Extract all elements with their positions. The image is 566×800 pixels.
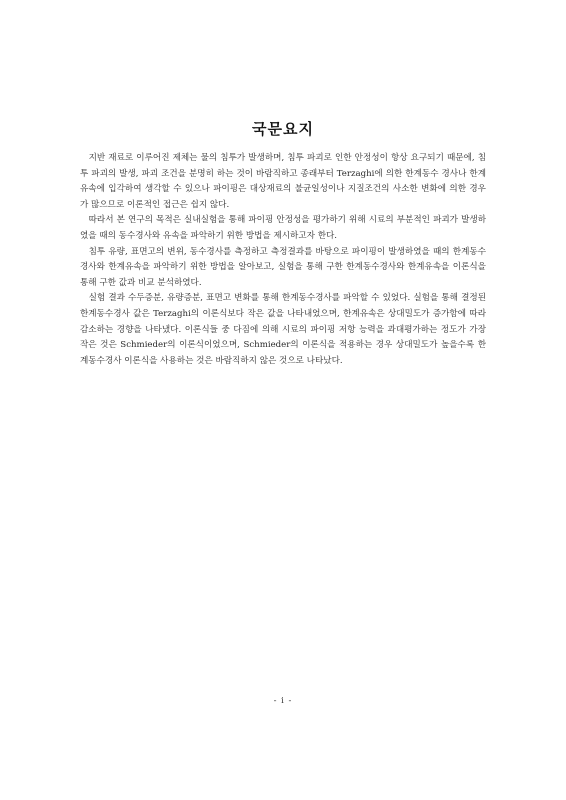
paragraph-3: 침투 유량, 표면고의 변위, 동수경사를 측정하고 측정결과를 바탕으로 파이핑이 발생하였을 때의 한계동수경사와 한계유속을 파악하기 위한 방법을 알아보고, 실험을 통해 구한 한계동수경사와 한계유속을 이론식을 통해 구한 값과 비교 분석하였다.	[80, 246, 486, 288]
page-number: - i -	[273, 696, 293, 706]
paragraph-1: 지반 재료로 이루어진 제체는 물의 침투가 발생하며, 침투 파괴로 인한 안정성이 항상 요구되기 때문에, 침투 파괴의 발생, 파괴 조건을 분명히 하는 것이 바람직하고 종래부터 Terzaghi에 의한 한계동수 경사나 한계 유속에 입각하여 생각할 수 있으나 파이핑은 대상재료의 불균일성이나 지질조건의 사소한 변화에 의한 경우가 많으므로 이론적인 접근은 쉽지 않다.	[80, 153, 486, 210]
page-title: 국문요지	[252, 120, 314, 138]
paragraph-2: 따라서 본 연구의 목적은 실내실험을 통해 파이핑 안정성을 평가하기 위해 시료의 부분적인 파괴가 발생하였을 때의 동수경사와 유속을 파악하기 위한 방법을 제시하고자 한다.	[80, 215, 486, 241]
paragraph-4: 실험 결과 수두증분, 유량증분, 표면고 변화를 통해 한계동수경사를 파악할 수 있었다. 실험을 통해 결정된 한계동수경사 값은 Terzaghi의 이론식보다 작은 값을 나타내었으며, 한계유속은 상대밀도가 증가함에 따라 감소하는 경향을 나타냈다. 이론식들 중 다짐에 의해 시료의 파이핑 저항 능력을 과대평가하는 정도가 가장 작은 것은 Schmieder의 이론식이었으며, Schmieder의 이론식을 적용하는 경우 상대밀도가 높을수록 한계동수경사 이론식을 사용하는 것은 바람직하지 않은 것으로 나타났다.	[80, 293, 486, 366]
abstract-body	[80, 151, 486, 369]
